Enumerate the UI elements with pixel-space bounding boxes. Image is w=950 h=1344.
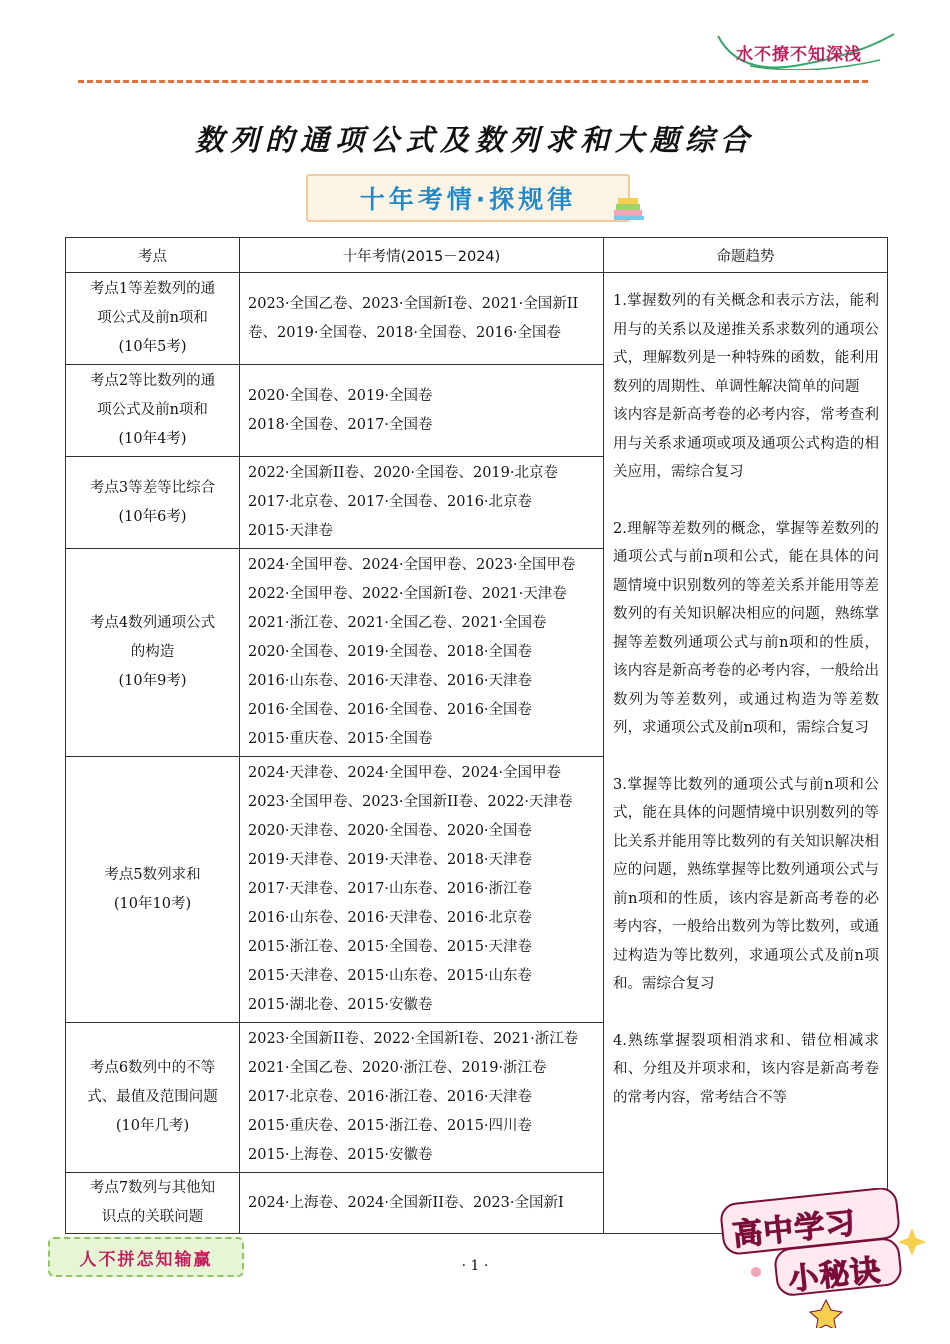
years-line: 2017·天津卷、2017·山东卷、2016·浙江卷	[248, 881, 533, 897]
years-line: 2016·山东卷、2016·天津卷、2016·北京卷	[248, 910, 533, 926]
kaodian-line: (10年9考)	[118, 673, 187, 689]
sticker-line-2: 小秘诀	[786, 1253, 883, 1298]
years-line: 卷、2019·全国卷、2018·全国卷、2016·全国卷	[248, 324, 562, 341]
kaodian-cell	[66, 549, 240, 757]
kaodian-cell	[66, 365, 240, 457]
years-line: 2018·全国卷、2017·全国卷	[248, 416, 433, 433]
years-line: 2023·全国乙卷、2023·全国新I卷、2021·全国新II	[248, 295, 579, 312]
kaodian-line: 项公式及前n项和	[97, 310, 208, 326]
years-cell	[240, 273, 604, 365]
years-cell	[240, 457, 604, 549]
trend-cell	[604, 273, 888, 1234]
sticker-line-1: 高中学习	[730, 1205, 858, 1254]
page-number: · 1 ·	[461, 1258, 489, 1274]
years-line: 2015·重庆卷、2015·浙江卷、2015·四川卷	[248, 1118, 533, 1134]
kaodian-line: 识点的关联问题	[101, 1209, 204, 1225]
kaodian-line: (10年10考)	[113, 895, 192, 912]
years-line: 2024·天津卷、2024·全国甲卷、2024·全国甲卷	[248, 765, 562, 781]
header-motto-text: 水不撩不知深浅	[736, 45, 862, 65]
years-line: 2023·全国甲卷、2023·全国新II卷、2022·天津卷	[248, 794, 573, 810]
kaodian-line: (10年6考)	[118, 508, 187, 525]
kaodian-line: (10年5考)	[118, 339, 187, 355]
books-icon	[612, 196, 646, 222]
years-line: 2024·全国甲卷、2024·全国甲卷、2023·全国甲卷	[248, 557, 576, 573]
years-line: 2022·全国新II卷、2020·全国卷、2019·北京卷	[248, 465, 558, 481]
kaodian-line: 考点4数列通项公式	[89, 615, 216, 631]
kaodian-cell	[66, 1023, 240, 1173]
years-line: 2015·湖北卷、2015·安徽卷	[248, 997, 433, 1013]
years-line: 2015·上海卷、2015·安徽卷	[248, 1147, 433, 1163]
years-line: 2015·浙江卷、2015·全国卷、2015·天津卷	[248, 939, 533, 955]
years-line: 2015·重庆卷、2015·全国卷	[248, 731, 433, 747]
years-line: 2015·天津卷、2015·山东卷、2015·山东卷	[248, 968, 533, 984]
header-years: 十年考情(2015－2024)	[240, 238, 604, 273]
trend-paragraph: 1.掌握数列的有关概念和表示方法，能利用与的关系以及递推关系求数列的通项公式，理解数列是一种特殊的函数，能利用数列的周期性、单调性解决简单的问题	[613, 293, 879, 395]
years-line: 2021·全国乙卷、2020·浙江卷、2019·浙江卷	[248, 1060, 547, 1076]
years-line: 2023·全国新II卷、2022·全国新I卷、2021·浙江卷	[248, 1031, 579, 1047]
years-line: 2020·全国卷、2019·全国卷	[248, 387, 433, 404]
kaodian-line: 的构造	[130, 644, 175, 660]
kaodian-line: 式、最值及范围问题	[87, 1089, 218, 1105]
years-line: 2019·天津卷、2019·天津卷、2018·天津卷	[248, 852, 533, 868]
header-motto	[710, 30, 900, 70]
kaodian-line: 考点7数列与其他知	[89, 1180, 216, 1196]
kaodian-line: 考点2等比数列的通	[89, 373, 216, 389]
kaodian-cell	[66, 757, 240, 1023]
section-banner-text: 十年考情·探规律	[359, 185, 577, 214]
years-line: 2017·北京卷、2016·浙江卷、2016·天津卷	[248, 1089, 533, 1105]
years-line: 2020·全国卷、2019·全国卷、2018·全国卷	[248, 644, 533, 660]
footer-motto-text: 人不拼怎知输赢	[79, 1249, 213, 1270]
years-line: 2016·全国卷、2016·全国卷、2016·全国卷	[248, 702, 533, 718]
kaodian-line: 考点6数列中的不等	[89, 1060, 216, 1076]
section-banner	[306, 174, 630, 222]
years-line: 2021·浙江卷、2021·全国乙卷、2021·全国卷	[248, 615, 547, 631]
years-cell	[240, 1173, 604, 1234]
table-header-row	[66, 238, 888, 273]
header-kaodian: 考点	[66, 238, 240, 273]
kaodian-line: 考点5数列求和	[104, 866, 201, 883]
study-tips-sticker	[716, 1188, 928, 1328]
trend-paragraph: 该内容是新高考卷的必考内容，常考查利用与关系求通项或项及通项公式构造的相关应用，需综合复习	[613, 407, 879, 480]
kaodian-line: (10年4考)	[118, 431, 187, 447]
kaodian-line: 考点3等差等比综合	[89, 479, 216, 496]
table-row	[66, 273, 888, 365]
header-trend: 命题趋势	[604, 238, 888, 273]
kaodian-cell	[66, 457, 240, 549]
exam-analysis-table	[65, 237, 888, 1234]
header-divider	[78, 80, 868, 83]
trend-paragraph: 4.熟练掌握裂项相消求和、错位相减求和、分组及并项求和，该内容是新高考卷的常考内容，常考结合不等	[613, 1032, 879, 1106]
trend-content	[613, 287, 879, 1227]
years-line: 2022·全国甲卷、2022·全国新I卷、2021·天津卷	[248, 586, 567, 602]
years-line: 2016·山东卷、2016·天津卷、2016·天津卷	[248, 673, 533, 689]
years-line: 2020·天津卷、2020·全国卷、2020·全国卷	[248, 823, 533, 839]
trend-paragraph: 3.掌握等比数列的通项公式与前n项和公式，能在具体的问题情境中识别数列的等比关系并能用等比数列的有关知识解决相应的问题，熟练掌握等比数列通项公式与前n项和的性质，该内容是新高考卷的必考内容，一般给出数列为等比数列，或通过构造为等比数列，求通项公式及前n项和。需综合复习	[613, 776, 879, 992]
page-title: 数列的通项公式及数列求和大题综合	[194, 123, 755, 157]
years-line: 2017·北京卷、2017·全国卷、2016·北京卷	[248, 494, 533, 510]
kaodian-line: 项公式及前n项和	[97, 402, 208, 418]
trend-paragraph: 2.理解等差数列的概念，掌握等差数列的通项公式与前n项和公式，能在具体的问题情境中识别数列的等差关系并能用等差数列的有关知识解决相应的问题，熟练掌握等差数列通项公式与前n项和的性质，该内容是新高考卷的必考内容，一般给出数列为等差数列，或通过构造为等差数列，求通项公式及前n项和，需综合复习	[613, 520, 879, 736]
years-cell	[240, 757, 604, 1023]
kaodian-line: (10年几考)	[115, 1118, 190, 1134]
kaodian-line: 考点1等差数列的通	[89, 281, 216, 297]
years-line: 2024·上海卷、2024·全国新II卷、2023·全国新I	[248, 1194, 564, 1211]
kaodian-cell	[66, 1173, 240, 1234]
kaodian-cell	[66, 273, 240, 365]
years-line: 2015·天津卷	[248, 523, 334, 539]
years-cell	[240, 1023, 604, 1173]
years-cell	[240, 549, 604, 757]
years-cell	[240, 365, 604, 457]
